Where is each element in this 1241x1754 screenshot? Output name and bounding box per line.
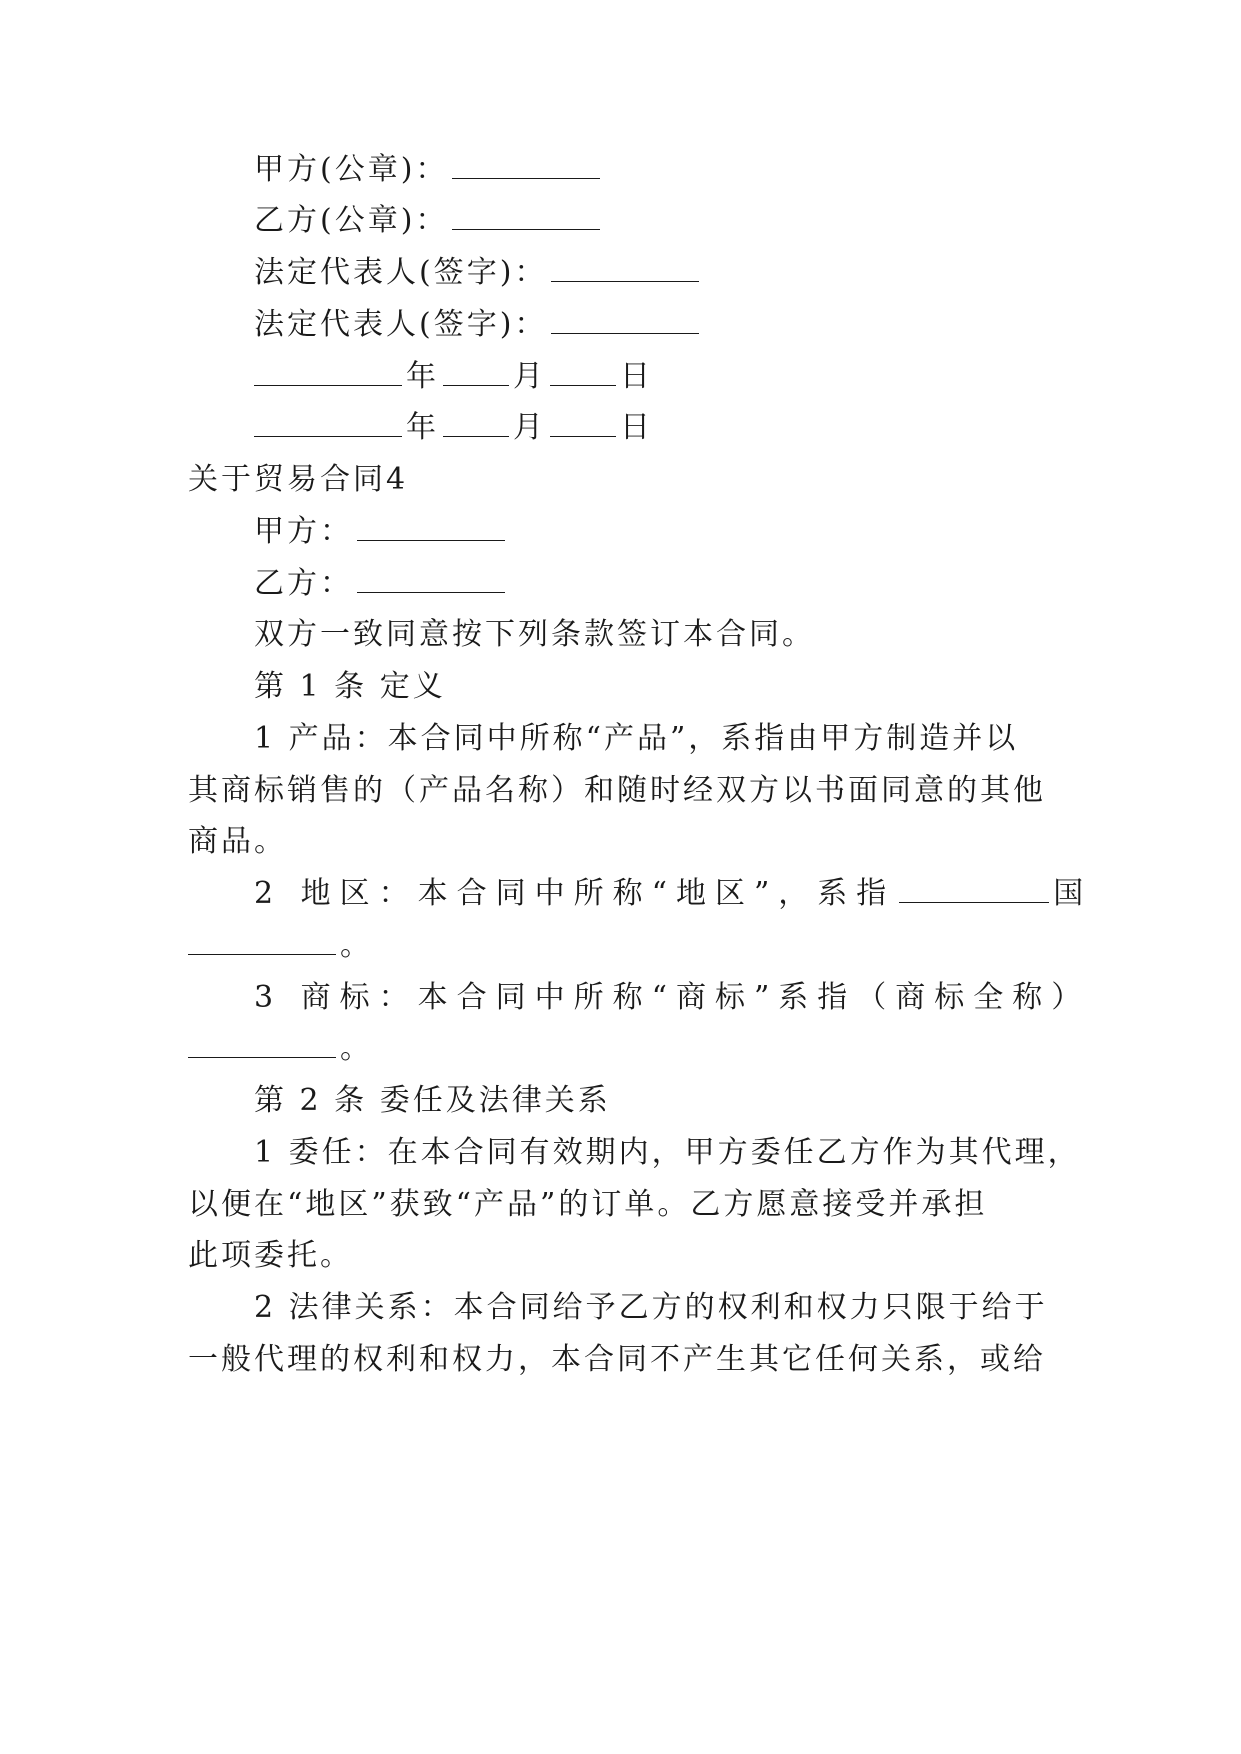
- day-label-2: 日: [620, 410, 653, 445]
- article-1-item-3-line-2: [188, 1029, 1058, 1069]
- year-label-1: 年: [406, 359, 439, 394]
- day-label-1: 日: [620, 359, 653, 394]
- party-a-seal-label: 甲方(公章)：: [254, 152, 449, 187]
- country-blank: [188, 928, 336, 955]
- legal-rep-label-1: 法定代表人(签字)：: [254, 255, 548, 290]
- legal-rep-line-2: [188, 305, 1124, 345]
- article-2-item-1-line-2: 以便在“地区”获致“产品”的订单。乙方愿意接受并承担: [188, 1187, 988, 1222]
- year-label-2: 年: [406, 410, 439, 445]
- article-1-item-2-country: 国: [1053, 876, 1093, 911]
- article-1-heading: 第 1 条 定义: [254, 669, 446, 704]
- article-1-item-2-line-2: [188, 926, 1058, 966]
- month-blank-2: [443, 410, 509, 437]
- article-1-item-1-line-3: 商品。: [188, 824, 287, 859]
- party-b-seal-label: 乙方(公章)：: [254, 203, 449, 238]
- legal-rep-label-2: 法定代表人(签字)：: [254, 307, 548, 342]
- party-b-label: 乙方：: [254, 566, 353, 601]
- region-blank: [899, 876, 1049, 903]
- party-b-seal-blank: [452, 203, 600, 230]
- month-blank-1: [443, 359, 509, 386]
- legal-rep-blank-1: [551, 255, 699, 282]
- party-a-seal-line: [188, 150, 1124, 190]
- party-b-blank: [357, 566, 505, 593]
- article-1-item-1-line-1: 1 产品：本合同中所称“产品”，系指由甲方制造并以: [254, 721, 1019, 756]
- month-label-2: 月: [513, 410, 546, 445]
- article-1-item-2-text: 2 地区：本合同中所称“地区”，系指: [254, 876, 896, 911]
- article-1-item-1-line-2: 其商标销售的（产品名称）和随时经双方以书面同意的其他: [188, 773, 1046, 808]
- month-label-1: 月: [513, 359, 546, 394]
- party-a-line: [188, 512, 1124, 552]
- article-2-item-2-line-2: 一般代理的权利和权力，本合同不产生其它任何关系，或给: [188, 1342, 1046, 1377]
- date-line-1: [254, 357, 1124, 397]
- legal-rep-blank-2: [551, 307, 699, 334]
- trademark-blank: [188, 1031, 336, 1058]
- party-a-seal-blank: [452, 152, 600, 179]
- party-b-line: [188, 564, 1124, 604]
- article-1-item-2-line-1: [188, 874, 1124, 914]
- article-1-item-3-end: 。: [340, 1031, 373, 1066]
- legal-rep-line-1: [188, 253, 1124, 293]
- day-blank-2: [550, 410, 616, 437]
- party-a-blank: [357, 514, 505, 541]
- contract-title: 关于贸易合同4: [188, 462, 409, 497]
- year-blank-2: [254, 410, 402, 437]
- party-a-label: 甲方：: [254, 514, 353, 549]
- year-blank-1: [254, 359, 402, 386]
- article-1-item-3-line-1: 3 商标：本合同中所称“商标”系指（商标全称）: [254, 980, 1091, 1015]
- party-b-seal-line: [188, 201, 1124, 241]
- date-line-2: [254, 408, 1124, 448]
- preamble: 双方一致同意按下列条款签订本合同。: [254, 617, 815, 652]
- article-2-item-1-line-3: 此项委托。: [188, 1238, 353, 1273]
- article-2-item-2-line-1: 2 法律关系：本合同给予乙方的权利和权力只限于给于: [254, 1290, 1048, 1325]
- day-blank-1: [550, 359, 616, 386]
- article-1-item-2-end: 。: [340, 928, 373, 963]
- article-2-item-1-line-1: 1 委任：在本合同有效期内，甲方委任乙方作为其代理，: [254, 1135, 1081, 1170]
- article-2-heading: 第 2 条 委任及法律关系: [254, 1083, 611, 1118]
